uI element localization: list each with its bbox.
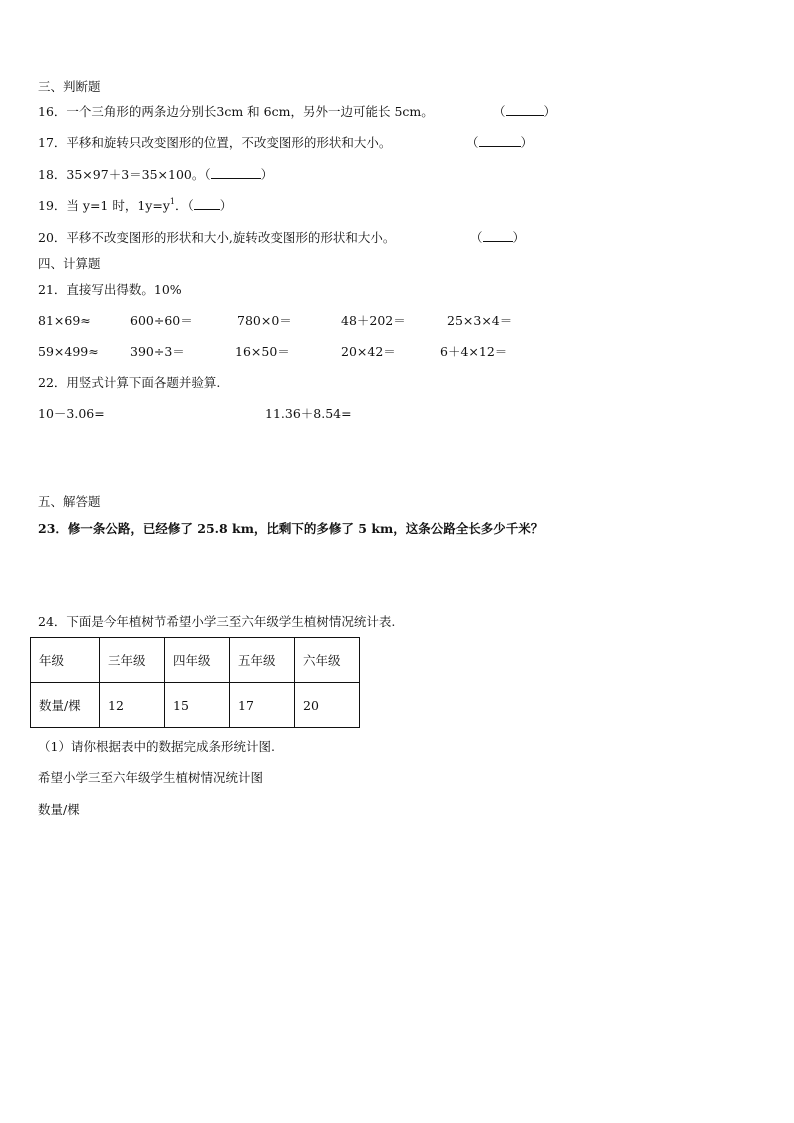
chart-title: 希望小学三至六年级学生植树情况统计图 xyxy=(38,770,264,785)
q19-text-b: ． xyxy=(175,198,188,213)
q18-answer-blank[interactable] xyxy=(204,167,273,182)
q21-r1-c5: 25×3×4＝ xyxy=(447,313,513,328)
q22-left: 10－3.06= xyxy=(38,406,105,421)
table-cell: 年级 xyxy=(31,638,100,683)
section4-title: 四、计算题 xyxy=(38,256,101,271)
planting-table xyxy=(30,637,360,728)
q18-paren-right: ） xyxy=(260,167,274,182)
table-cell: 数量/棵 xyxy=(31,683,100,728)
q20-paren-right: ） xyxy=(512,230,526,245)
q21-r2-c2: 390÷3＝ xyxy=(130,344,185,359)
q17-answer-blank[interactable] xyxy=(466,135,533,151)
q19-text-a: 19．当 y=1 时，1y=y xyxy=(38,198,170,213)
q19-paren-right: ） xyxy=(219,198,233,213)
q21-r1-c4: 48＋202＝ xyxy=(341,313,406,328)
q18-row xyxy=(38,167,273,183)
table-cell: 三年级 xyxy=(100,638,165,683)
q21-text: 21．直接写出得数。10% xyxy=(38,282,182,297)
q20-answer-blank[interactable] xyxy=(470,230,525,246)
table-row xyxy=(31,683,360,728)
q23-text: 23．修一条公路，已经修了 25.8 km，比剩下的多修了 5 km，这条公路全长多少千米？ xyxy=(38,521,544,536)
q24-sub1: （1）请你根据表中的数据完成条形统计图. xyxy=(38,739,275,754)
q22-right: 11.36＋8.54= xyxy=(265,406,352,421)
q19-row xyxy=(38,198,232,214)
q19-superscript: 1 xyxy=(169,197,175,206)
q21-r2-c3: 16×50＝ xyxy=(235,344,290,359)
q16-paren-left: （ xyxy=(493,104,506,119)
table-header-row xyxy=(31,638,360,683)
chart-y-label: 数量/棵 xyxy=(38,802,80,817)
q21-r2-c1: 59×499≈ xyxy=(38,344,99,359)
q21-r1-c1: 81×69≈ xyxy=(38,313,91,328)
q21-r2-c5: 6＋4×12＝ xyxy=(440,344,508,359)
q17-paren-right: ） xyxy=(520,135,534,150)
q21-r1-c3: 780×0＝ xyxy=(237,313,292,328)
table-cell: 17 xyxy=(230,683,295,728)
q22-text: 22．用竖式计算下面各题并验算. xyxy=(38,375,221,390)
q16-paren-right: ） xyxy=(543,104,557,119)
table-cell: 12 xyxy=(100,683,165,728)
table-cell: 五年级 xyxy=(230,638,295,683)
q18-paren-left: （ xyxy=(204,167,211,182)
q18-text: 18．35×97＋3＝35×100。 xyxy=(38,167,205,182)
q19-paren-left: （ xyxy=(187,198,194,213)
table-cell: 20 xyxy=(295,683,360,728)
q17-paren-left: （ xyxy=(466,135,479,150)
q21-r2-c4: 20×42＝ xyxy=(341,344,396,359)
table-cell: 15 xyxy=(165,683,230,728)
q20-text: 20．平移不改变图形的形状和大小,旋转改变图形的形状和大小。 xyxy=(38,230,396,245)
q20-paren-left: （ xyxy=(470,230,483,245)
q16-answer-blank[interactable] xyxy=(493,104,556,120)
section3-title: 三、判断题 xyxy=(38,79,101,94)
section5-title: 五、解答题 xyxy=(38,494,101,509)
q24-text: 24．下面是今年植树节希望小学三至六年级学生植树情况统计表. xyxy=(38,614,396,629)
q19-answer-blank[interactable] xyxy=(188,198,233,213)
q21-r1-c2: 600÷60＝ xyxy=(130,313,193,328)
q16-text: 16．一个三角形的两条边分别长3cm 和 6cm，另外一边可能长 5cm。 xyxy=(38,104,434,119)
table-cell: 六年级 xyxy=(295,638,360,683)
table-cell: 四年级 xyxy=(165,638,230,683)
q17-text: 17．平移和旋转只改变图形的位置，不改变图形的形状和大小。 xyxy=(38,135,392,150)
